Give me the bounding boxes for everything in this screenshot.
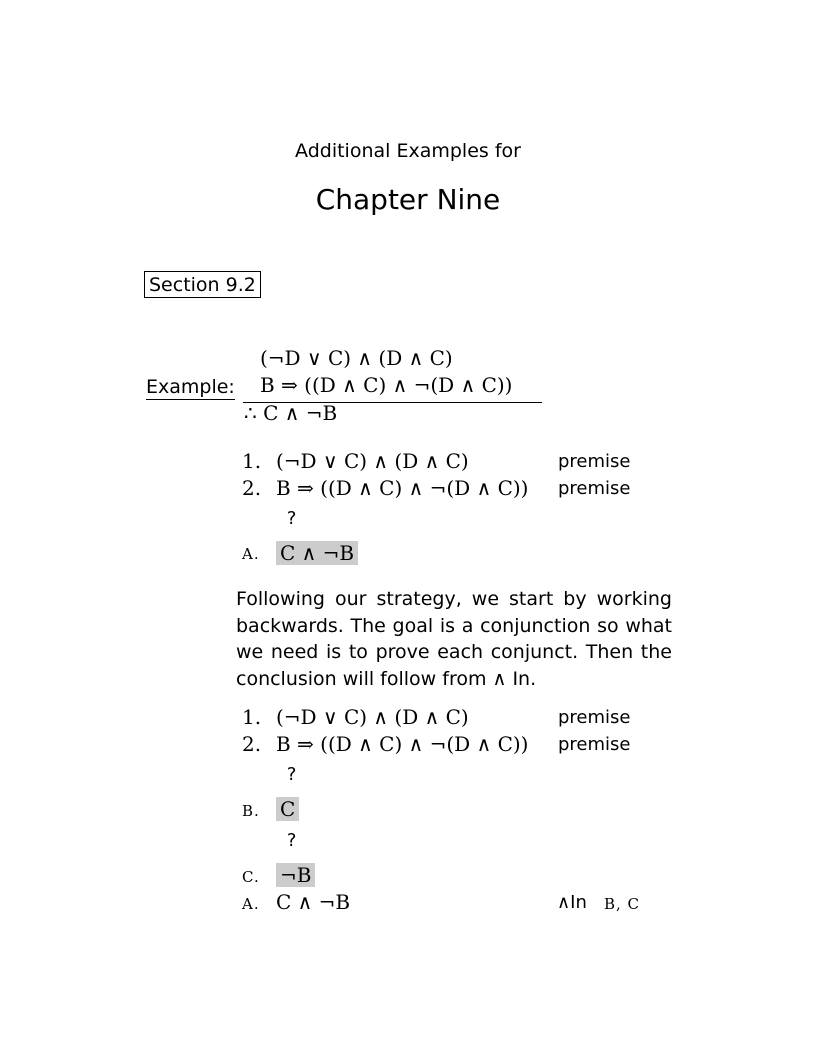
line-number: 2. bbox=[242, 732, 262, 756]
line-formula: B ⇒ ((D ∧ C) ∧ ¬(D ∧ C)) bbox=[276, 732, 529, 756]
line-formula: (¬D ∨ C) ∧ (D ∧ C) bbox=[276, 449, 469, 473]
line-justification: premise bbox=[558, 734, 631, 755]
line-justification: premise bbox=[558, 478, 631, 499]
goal-label: A. bbox=[242, 545, 260, 563]
line-number: 1. bbox=[242, 449, 262, 473]
line-formula: (¬D ∨ C) ∧ (D ∧ C) bbox=[276, 705, 469, 729]
argument-premise-2: B ⇒ ((D ∧ C) ∧ ¬(D ∧ C)) bbox=[260, 373, 513, 397]
gap-question-icon: ? bbox=[286, 508, 297, 529]
section-heading: Section 9.2 bbox=[144, 271, 261, 298]
page-subtitle: Additional Examples for bbox=[295, 140, 521, 162]
subgoal-formula-highlighted: C bbox=[276, 797, 299, 821]
line-justification: premise bbox=[558, 451, 631, 472]
goal-formula-highlighted: C ∧ ¬B bbox=[276, 541, 358, 565]
line-justification: premise bbox=[558, 707, 631, 728]
line-formula: B ⇒ ((D ∧ C) ∧ ¬(D ∧ C)) bbox=[276, 476, 529, 500]
argument-premise-1: (¬D ∨ C) ∧ (D ∧ C) bbox=[260, 346, 453, 370]
explanation-paragraph: Following our strategy, we start by working backwards. The goal is a conjunction so what we need is to prove each conjunct. Then the conclusion will follow from ∧ In. bbox=[236, 588, 672, 690]
subgoal-label: B. bbox=[242, 802, 260, 820]
example-label: Example: bbox=[146, 376, 235, 398]
goal-references: B, C bbox=[604, 895, 641, 913]
line-number: 2. bbox=[242, 476, 262, 500]
line-number: 1. bbox=[242, 705, 262, 729]
argument-conclusion: ∴ C ∧ ¬B bbox=[244, 401, 338, 425]
subgoal-formula-highlighted: ¬B bbox=[276, 863, 315, 887]
goal-label: A. bbox=[242, 895, 260, 913]
gap-question-icon: ? bbox=[286, 830, 297, 851]
goal-formula: C ∧ ¬B bbox=[276, 890, 351, 914]
gap-question-icon: ? bbox=[286, 764, 297, 785]
goal-rule: ∧In bbox=[557, 892, 587, 913]
subgoal-label: C. bbox=[242, 868, 260, 886]
page-title: Chapter Nine bbox=[315, 183, 501, 216]
